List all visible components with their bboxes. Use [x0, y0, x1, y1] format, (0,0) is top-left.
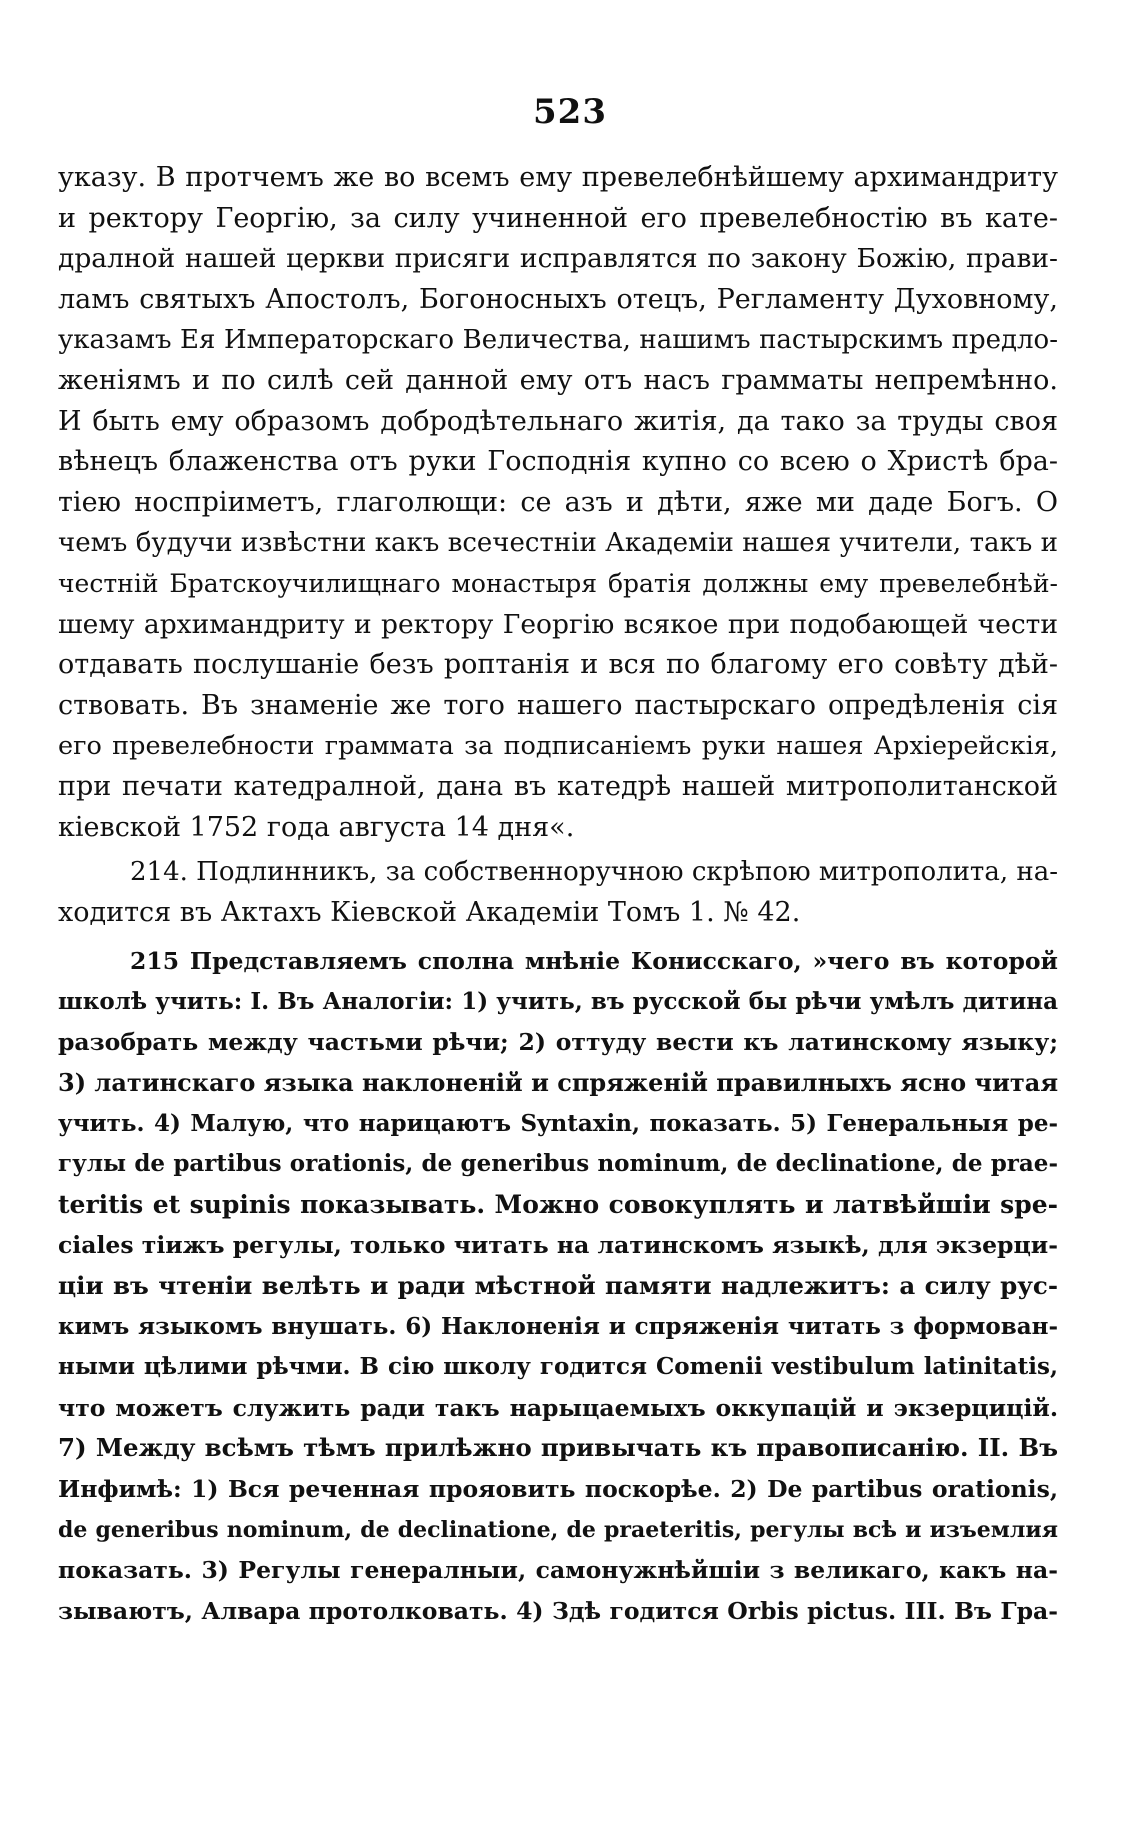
text-line: что можетъ служить ради такъ нарыцаемыхъ оккупацій и экзерцицій. [58, 1393, 1058, 1422]
text-line: ламъ святыхъ Апостолъ, Богоносныхъ отецъ, Регламенту Духовному, [58, 283, 1058, 315]
text-line: ciales тіижъ регулы, только читать на латинскомъ языкѣ, для экзерци- [58, 1231, 1058, 1260]
text-line: указамъ Ея Императорскаго Величества, нашимъ пастырскимъ предло- [58, 325, 1058, 356]
text-line: 7) Между всѣмъ тѣмъ прилѣжно привычать къ правописанію. II. Въ [58, 1433, 1058, 1463]
text-line: ствовать. Въ знаменіе же того нашего пастырскаго опредѣленія сія [58, 689, 1058, 721]
page-number: 523 [533, 92, 607, 132]
text-line: дралной нашей церкви присяги исправлятся по закону Божію, прави- [58, 243, 1058, 275]
text-line: ходится въ Актахъ Кіевской Академіи Томъ 1. № 42. [58, 896, 801, 928]
text-line: вѣнецъ блаженства отъ руки Господнія купно со всею о Христѣ бра- [58, 446, 1058, 478]
text-line: честній Братскоучилищнаго монастыря братія должны ему превелебнѣй- [58, 568, 1058, 598]
text-line: отдавать послушаніе безъ роптанія и вся по благому его совѣту дѣй- [58, 649, 1058, 681]
paragraph-note-214 [58, 852, 1058, 933]
text-line: ціи въ чтеніи велѣть и ради мѣстной памяти надлежитъ: а силу рус- [58, 1271, 1058, 1301]
text-line: разобрать между частьми рѣчи; 2) оттуду вести къ латинскому языку; [58, 1028, 1058, 1057]
text-line: 3) латинскаго языка наклоненій и спряженій правилныхъ ясно читая [58, 1068, 1058, 1098]
text-line: его превелебности граммата за подписаніемъ руки нашея Архіерейскія, [58, 731, 1058, 762]
text-line: И быть ему образомъ добродѣтельнаго житія, да тако за труды своя [58, 405, 1058, 437]
text-line: женіямъ и по силѣ сей данной ему отъ насъ грамматы непремѣнно. [58, 364, 1058, 396]
text-line: 214. Подлинникъ, за собственноручною скрѣпою митрополита, на- [130, 857, 1058, 888]
text-line: 215 Представляемъ сполна мнѣніе Конисскаго, »чего въ которой [130, 947, 1058, 976]
text-line: кіевской 1752 года августа 14 дня«. [58, 811, 575, 843]
text-line: и ректору Георгію, за силу учиненной его превелебностію въ кате- [58, 202, 1058, 234]
text-line: указу. В протчемъ же во всемъ ему превелебнѣйшему архимандриту [58, 162, 1058, 193]
text-line: при печати катедралной, дана въ катедрѣ нашей митрополитанской [58, 770, 1058, 802]
body-text [58, 158, 1058, 1631]
paragraph-note-215 [58, 941, 1058, 1631]
text-line: чемъ будучи извѣстни какъ всечестніи Академіи нашея учители, такъ и [58, 528, 1058, 559]
text-line: Инфимѣ: 1) Вся реченная прояовить поскорѣе. 2) De partibus orationis, [58, 1475, 1058, 1503]
text-line: кимъ языкомъ внушать. 6) Наклоненія и спряженія читать з формован- [58, 1312, 1058, 1340]
text-line: учить. 4) Малую, что нарицаютъ Syntaxin, показать. 5) Генеральныя ре- [58, 1109, 1058, 1137]
text-line: teritis et supinis показывать. Можно совокуплять и латвѣйшіи spe- [58, 1189, 1058, 1219]
text-line: шему архимандриту и ректору Георгію всякое при подобающей чести [58, 608, 1058, 640]
text-line: тіею носпріиметъ, глаголющи: се азъ и дѣти, яже ми даде Богъ. О [58, 486, 1058, 518]
text-line: ными цѣлими рѣчми. В сію школу годится Comenii vestibulum latinitatis, [58, 1353, 1058, 1381]
text-line: de generibus nominum, de declinatione, de praeteritis, регулы всѣ и изъемлия [58, 1516, 1058, 1543]
text-line: гулы de partibus orationis, de generibus nominum, de declinatione, de prae- [58, 1150, 1058, 1178]
text-line: зываютъ, Алвара протолковать. 4) Здѣ годится Orbis pictus. III. Въ Гра- [58, 1596, 1058, 1625]
paragraph-decree [58, 158, 1058, 848]
text-line: школѣ учить: I. Въ Аналогіи: 1) учить, въ русской бы рѣчи умѣлъ дитина [58, 987, 1058, 1015]
text-line: показать. 3) Регулы генералныи, самонужнѣйшіи з великаго, какъ на- [58, 1556, 1058, 1585]
